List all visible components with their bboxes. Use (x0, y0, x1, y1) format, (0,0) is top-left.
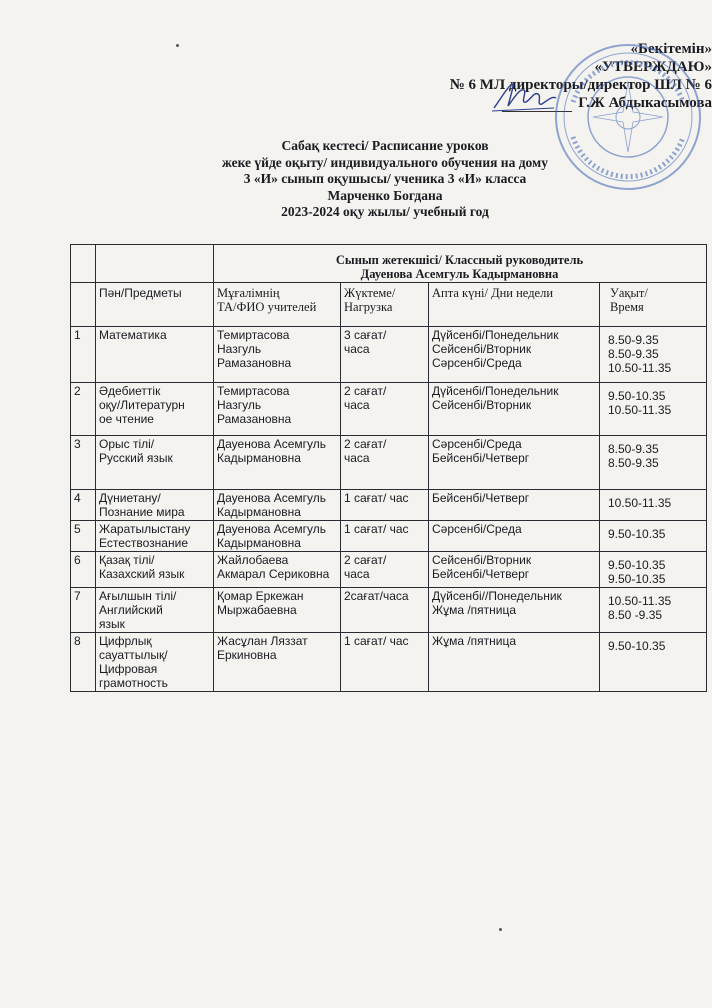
day-line: Бейсенбі/Четверг (432, 451, 530, 465)
teacher-line: Қомар Еркежан (217, 589, 304, 603)
teacher-cell (214, 490, 341, 521)
subject-line: язык (99, 617, 125, 631)
load-cell (341, 436, 429, 490)
scan-speck (499, 928, 502, 931)
day-cell (429, 383, 600, 436)
teacher-line: Жайлобаева (217, 553, 289, 567)
day-line: Дүйсенбі//Понедельник (432, 589, 562, 603)
table-row (71, 327, 707, 383)
subject-cell (96, 436, 214, 490)
approval-position: № 6 МЛ директоры/директор ШЛ № 6 (449, 77, 712, 93)
time-line: 10.50-11.35 (608, 403, 672, 417)
teacher-line: Дауенова Асемгуль (217, 491, 327, 505)
teacher-line: Темиртасова (217, 384, 290, 398)
load-line: 1 сағат/ час (344, 634, 409, 648)
teacher-cell (214, 521, 341, 552)
day-line: Сейсенбі/Вторник (432, 342, 532, 356)
time-line: 9.50-10.35 (608, 558, 666, 572)
table-row (71, 521, 707, 552)
approval-kz: «Бекітемін» (630, 41, 712, 57)
subject-line: Цифрлық (99, 634, 152, 648)
time-line: 10.50-11.35 (608, 496, 672, 510)
day-cell (429, 633, 600, 692)
load-cell (341, 383, 429, 436)
row-number-cell (71, 521, 96, 552)
row-number-cell (71, 552, 96, 588)
subject-line: Қазақ тілі/ (99, 553, 155, 567)
row-number: 4 (74, 491, 81, 505)
row-number: 5 (74, 522, 81, 536)
subject-line: Казахский язык (99, 567, 185, 581)
day-cell (429, 521, 600, 552)
load-line: часа (344, 451, 370, 465)
row-number-cell (71, 588, 96, 633)
time-line: 9.50-10.35 (608, 639, 666, 653)
row-number-cell (71, 383, 96, 436)
schedule-title (150, 138, 620, 221)
load-cell (341, 490, 429, 521)
header-load: Жүктеме/ Нагрузка (341, 283, 429, 327)
title-line-2: жеке үйде оқыту/ индивидуального обучения на дому (222, 154, 548, 170)
load-cell (341, 552, 429, 588)
teacher-cell (214, 633, 341, 692)
time-line: 10.50-11.35 (608, 594, 672, 608)
subject-line: ое чтение (99, 412, 154, 426)
load-cell (341, 633, 429, 692)
teacher-line: Назгуль (217, 398, 262, 412)
day-line: Сейсенбі/Вторник (432, 398, 532, 412)
teacher-line: Еркиновна (217, 648, 277, 662)
subject-line: Ағылшын тілі/ (99, 589, 177, 603)
class-teacher-label: Сынып жетекшісі/ Классный руководитель (335, 253, 584, 267)
load-line: 2 сағат/ (344, 437, 387, 451)
signature-icon (490, 78, 560, 114)
subject-line: Әдебиеттік (99, 384, 161, 398)
row-number: 6 (74, 553, 81, 567)
time-cell (600, 436, 707, 490)
table-row (71, 633, 707, 692)
subject-line: Жаратылыстану (99, 522, 191, 536)
approval-name: Г.Ж Абдыкасымова (578, 95, 712, 111)
load-line: часа (344, 567, 370, 581)
teacher-cell (214, 436, 341, 490)
subject-cell (96, 552, 214, 588)
row-number: 3 (74, 437, 81, 451)
day-line: Сейсенбі/Вторник (432, 553, 532, 567)
table-row (71, 490, 707, 521)
schedule-table (70, 244, 707, 692)
day-line: Жұма /пятница (432, 634, 517, 648)
header-time: Уақыт/ Время (600, 283, 707, 327)
subject-cell (96, 588, 214, 633)
header-teacher: Мұғалімнің ТА/ФИО учителей (214, 283, 341, 327)
subject-line: сауаттылық/ (99, 648, 168, 662)
teacher-cell (214, 327, 341, 383)
subject-cell (96, 521, 214, 552)
blank-cell (96, 245, 214, 283)
teacher-line: Дауенова Асемгуль (217, 522, 327, 536)
teacher-line: Акмарал Сериковна (217, 567, 330, 581)
load-line: 1 сағат/ час (344, 522, 409, 536)
day-line: Дүйсенбі/Понедельник (432, 328, 559, 342)
teacher-line: Жасұлан Ляззат (217, 634, 308, 648)
day-line: Бейсенбі/Четверг (432, 567, 530, 581)
time-line: 8.50 -9.35 (608, 608, 663, 622)
day-line: Сәрсенбі/Среда (432, 356, 522, 370)
teacher-line: Назгуль (217, 342, 262, 356)
time-line: 8.50-9.35 (608, 347, 659, 361)
teacher-line: Темиртасова (217, 328, 290, 342)
time-line: 9.50-10.35 (608, 389, 666, 403)
table-row (71, 588, 707, 633)
class-teacher-cell (214, 245, 707, 283)
day-cell (429, 552, 600, 588)
teacher-line: Рамазановна (217, 412, 292, 426)
day-line: Бейсенбі/Четверг (432, 491, 530, 505)
time-line: 8.50-9.35 (608, 333, 659, 347)
load-cell (341, 588, 429, 633)
time-line: 9.50-10.35 (608, 527, 666, 541)
row-number: 1 (74, 328, 81, 342)
subject-line: Дүниетану/ (99, 491, 161, 505)
load-line: 1 сағат/ час (344, 491, 409, 505)
time-line: 9.50-10.35 (608, 572, 666, 586)
time-cell (600, 552, 707, 588)
blank-cell (71, 245, 96, 283)
class-teacher-row (71, 245, 707, 283)
subject-line: Русский язык (99, 451, 173, 465)
time-cell (600, 327, 707, 383)
time-line: 8.50-9.35 (608, 456, 659, 470)
time-cell (600, 490, 707, 521)
subject-line: Математика (99, 328, 167, 342)
row-number-cell (71, 490, 96, 521)
table-row (71, 383, 707, 436)
teacher-line: Рамазановна (217, 356, 292, 370)
subject-line: Познание мира (99, 505, 185, 519)
scan-speck (176, 44, 179, 47)
time-line: 8.50-9.35 (608, 442, 659, 456)
load-cell (341, 327, 429, 383)
day-cell (429, 327, 600, 383)
title-line-1: Сабақ кестесі/ Расписание уроков (281, 138, 489, 153)
time-cell (600, 633, 707, 692)
load-line: 2 сағат/ (344, 384, 387, 398)
teacher-line: Дауенова Асемгуль (217, 437, 327, 451)
load-line: часа (344, 342, 370, 356)
teacher-line: Мыржабаевна (217, 603, 297, 617)
teacher-line: Кадырмановна (217, 505, 301, 519)
day-line: Дүйсенбі/Понедельник (432, 384, 559, 398)
row-number-cell (71, 436, 96, 490)
schedule-body (71, 245, 707, 692)
teacher-cell (214, 383, 341, 436)
time-cell (600, 588, 707, 633)
approval-ru: «УТВЕРЖДАЮ» (594, 59, 712, 75)
row-number: 7 (74, 589, 81, 603)
row-number-cell (71, 327, 96, 383)
subject-line: Цифровая (99, 662, 158, 676)
day-cell (429, 490, 600, 521)
day-cell (429, 588, 600, 633)
header-subject: Пән/Предметы (96, 283, 214, 327)
subject-cell (96, 383, 214, 436)
title-line-4: Марченко Богдана (327, 187, 443, 203)
subject-cell (96, 327, 214, 383)
teacher-cell (214, 552, 341, 588)
class-teacher-name: Дауенова Асемгуль Кадырмановна (360, 267, 559, 281)
day-line: Сәрсенбі/Среда (432, 437, 522, 451)
table-row (71, 552, 707, 588)
teacher-line: Кадырмановна (217, 536, 301, 550)
load-line: 2сағат/часа (344, 589, 409, 603)
subject-line: оқу/Литературн (99, 398, 185, 412)
day-cell (429, 436, 600, 490)
teacher-cell (214, 588, 341, 633)
time-line: 10.50-11.35 (608, 361, 672, 375)
subject-line: Английский (99, 603, 163, 617)
load-line: часа (344, 398, 370, 412)
teacher-line: Кадырмановна (217, 451, 301, 465)
day-line: Жұма /пятница (432, 603, 517, 617)
subject-line: Орыс тілі/ (99, 437, 155, 451)
title-line-3: 3 «И» сынып оқушысы/ ученика 3 «И» класса (243, 171, 527, 186)
load-cell (341, 521, 429, 552)
table-row (71, 436, 707, 490)
time-cell (600, 383, 707, 436)
row-number: 2 (74, 384, 81, 398)
header-row (71, 283, 707, 327)
load-line: 2 сағат/ (344, 553, 387, 567)
subject-cell (96, 633, 214, 692)
subject-cell (96, 490, 214, 521)
load-line: 3 сағат/ (344, 328, 387, 342)
row-number-cell (71, 633, 96, 692)
day-line: Сәрсенбі/Среда (432, 522, 522, 536)
title-line-5: 2023-2024 оқу жылы/ учебный год (281, 204, 489, 219)
header-num (71, 283, 96, 327)
time-cell (600, 521, 707, 552)
subject-line: грамотность (99, 676, 168, 690)
row-number: 8 (74, 634, 81, 648)
header-day: Апта күні/ Дни недели (429, 283, 600, 327)
subject-line: Естествознание (99, 536, 188, 550)
